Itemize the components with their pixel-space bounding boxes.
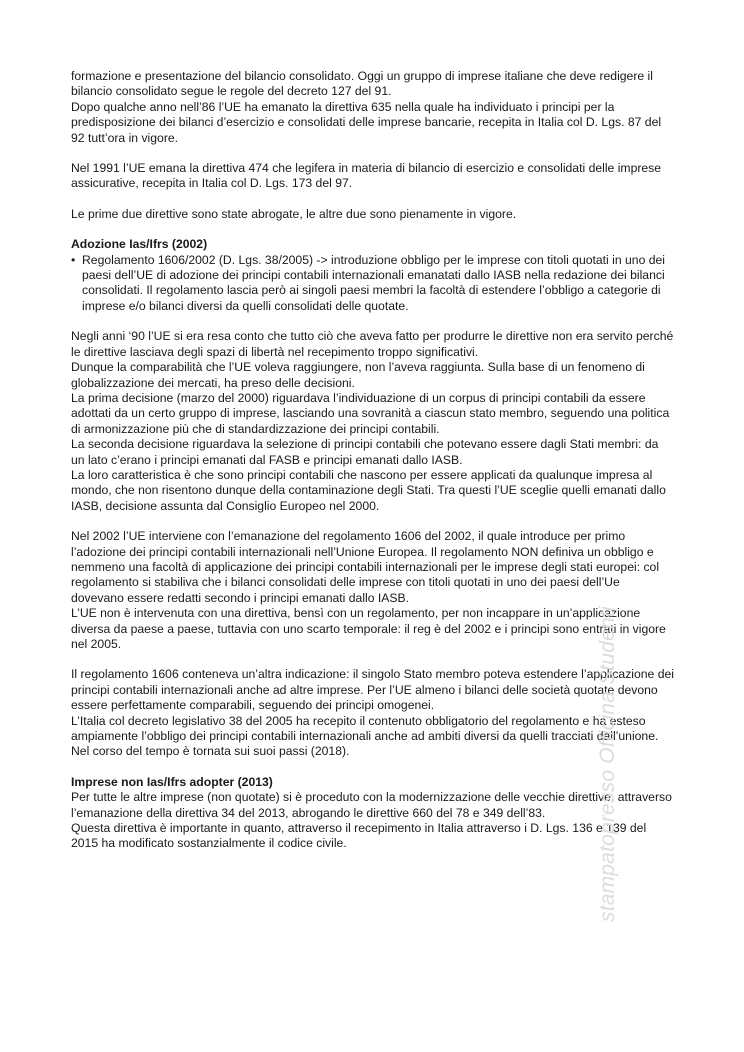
paragraph-anni-90-2: Dunque la comparabilità che l’UE voleva raggiungere, non l’aveva raggiunta. Sulla base di un fenomeno di globalizzazione dei mercati, ha preso delle decisioni. [71,360,645,390]
paragraph-anni-90-3: La prima decisione (marzo del 2000) riguardava l’individuazione di un corpus di principi contabili da essere adottati da un certo gruppo di imprese, lasciando una sovranità a ciascun stato membro, seguendo una politica di armonizzazione più che di standardizzazione dei principi contabili. [71,390,670,436]
paragraph-anni-90-4: La seconda decisione riguardava la selezione di principi contabili che potevano essere dagli Stati membri: da un lato c’erano i principi emanati dal FASB e principi emanati dallo IASB. [71,437,659,467]
paragraph-1606-1: Il regolamento 1606 conteneva un’altra indicazione: il singolo Stato membro poteva estendere l’applicazione dei principi contabili internazionali anche ad altre imprese. Per l’UE almeno i bilanci delle società quotate devono essere perfettamente comparabili, seguendo dei principi omogenei. [71,667,674,713]
paragraph-1606-2: L’Italia col decreto legislativo 38 del 2005 ha recepito il contenuto obbligatorio del regolamento e ha esteso ampiamente l’obbligo dei principi contabili internazionali anche ad ambiti diversi da quelli tracciati dall’unione. Nel corso del tempo è tornata sui suoi passi (2018). [71,713,659,759]
bullet-list [71,253,675,315]
document-body [71,69,675,852]
paragraph-2013-2: Questa direttiva è importante in quanto, attraverso il recepimento in Italia attraverso i D. Lgs. 136 e 139 del 2015 ha modificato sostanzialmente il codice civile. [71,821,647,851]
watermark: stampatopresso Officina Studenti [596,606,619,922]
bullet-regolamento-1606: • Regolamento 1606/2002 (D. Lgs. 38/2005) -> introduzione obbligo per le imprese con titoli quotati in uno dei paesi dell’UE di adozione dei principi contabili internazionali emanatati dallo IASB nella redazione dei bilanci consolidati. Il regolamento lascia però ai singoli paesi membri la facoltà di estendere l’obbligo a categorie di imprese e/o bilanci diversi da quelli consolidati delle quotate. [71,253,675,315]
heading-imprese-non-ias: Imprese non Ias/Ifrs adopter (2013) [71,774,273,789]
paragraph-abrogate: Le prime due direttive sono state abrogate, le altre due sono pienamente in vigore. [71,206,517,221]
paragraph-2013-1: Per tutte le altre imprese (non quotate) si è proceduto con la modernizzazione delle vecchie direttive, attraverso l’emanazione della direttiva 34 del 2013, abrogando le direttive 660 del 78 e 349 dell’83. [71,790,672,820]
heading-adozione-ias-ifrs: Adozione Ias/Ifrs (2002) [71,237,208,252]
paragraph-anni-90-1: Negli anni ‘90 l’UE si era resa conto che tutto ciò che aveva fatto per produrre le direttive non era servito perché le direttive lasciava degli spazi di libertà nel recepimento troppo significativi. [71,329,674,359]
paragraph-anni-90-5: La loro caratteristica è che sono principi contabili che nascono per essere applicati da qualunque impresa al mondo, che non risentono dunque della contaminazione degli Stati. Tra questi l’UE sceglie quelli emanati dallo IASB, decisione assunta dal Consiglio Europeo nel 2000. [71,467,666,513]
paragraph-2002-2: L’UE non è intervenuta con una direttiva, bensì con un regolamento, per non incappare in un’applicazione diversa da paese a paese, tuttavia con uno scarto temporale: il reg è del 2002 e i principi sono entrati in vigore nel 2005. [71,606,666,651]
paragraph-2002-1: Nel 2002 l’UE interviene con l’emanazione del regolamento 1606 del 2002, il quale introduce per primo l’adozione dei principi contabili internazionali nell’Unione Europea. Il regolamento NON definiva un obbligo e nemmeno una facoltà di applicazione dei principi contabili internazionali per le imprese degli stati europei: col regolamento si stabiliva che i bilanci consolidati delle imprese con titoli quotati in uno dei paesi dell’Ue dovevano essere redatti secondo i principi emanati dallo IASB. [71,529,660,605]
intro-paragraph-1: formazione e presentazione del bilancio consolidato. Oggi un gruppo di imprese italiane che deve redigere il bilancio consolidato segue le regole del decreto 127 del 91. [71,69,653,99]
intro-paragraph-2: Dopo qualche anno nell’86 l’UE ha emanato la direttiva 635 nella quale ha individuato i principi per la predisposizione dei bilanci d’esercizio e consolidati delle imprese bancarie, recepita in Italia col D. Lgs. 87 del 92 tutt’ora in vigore. [71,99,662,145]
paragraph-1991: Nel 1991 l’UE emana la direttiva 474 che legifera in materia di bilancio di esercizio e consolidati delle imprese assicurative, recepita in Italia col D. Lgs. 173 del 97. [71,161,662,191]
